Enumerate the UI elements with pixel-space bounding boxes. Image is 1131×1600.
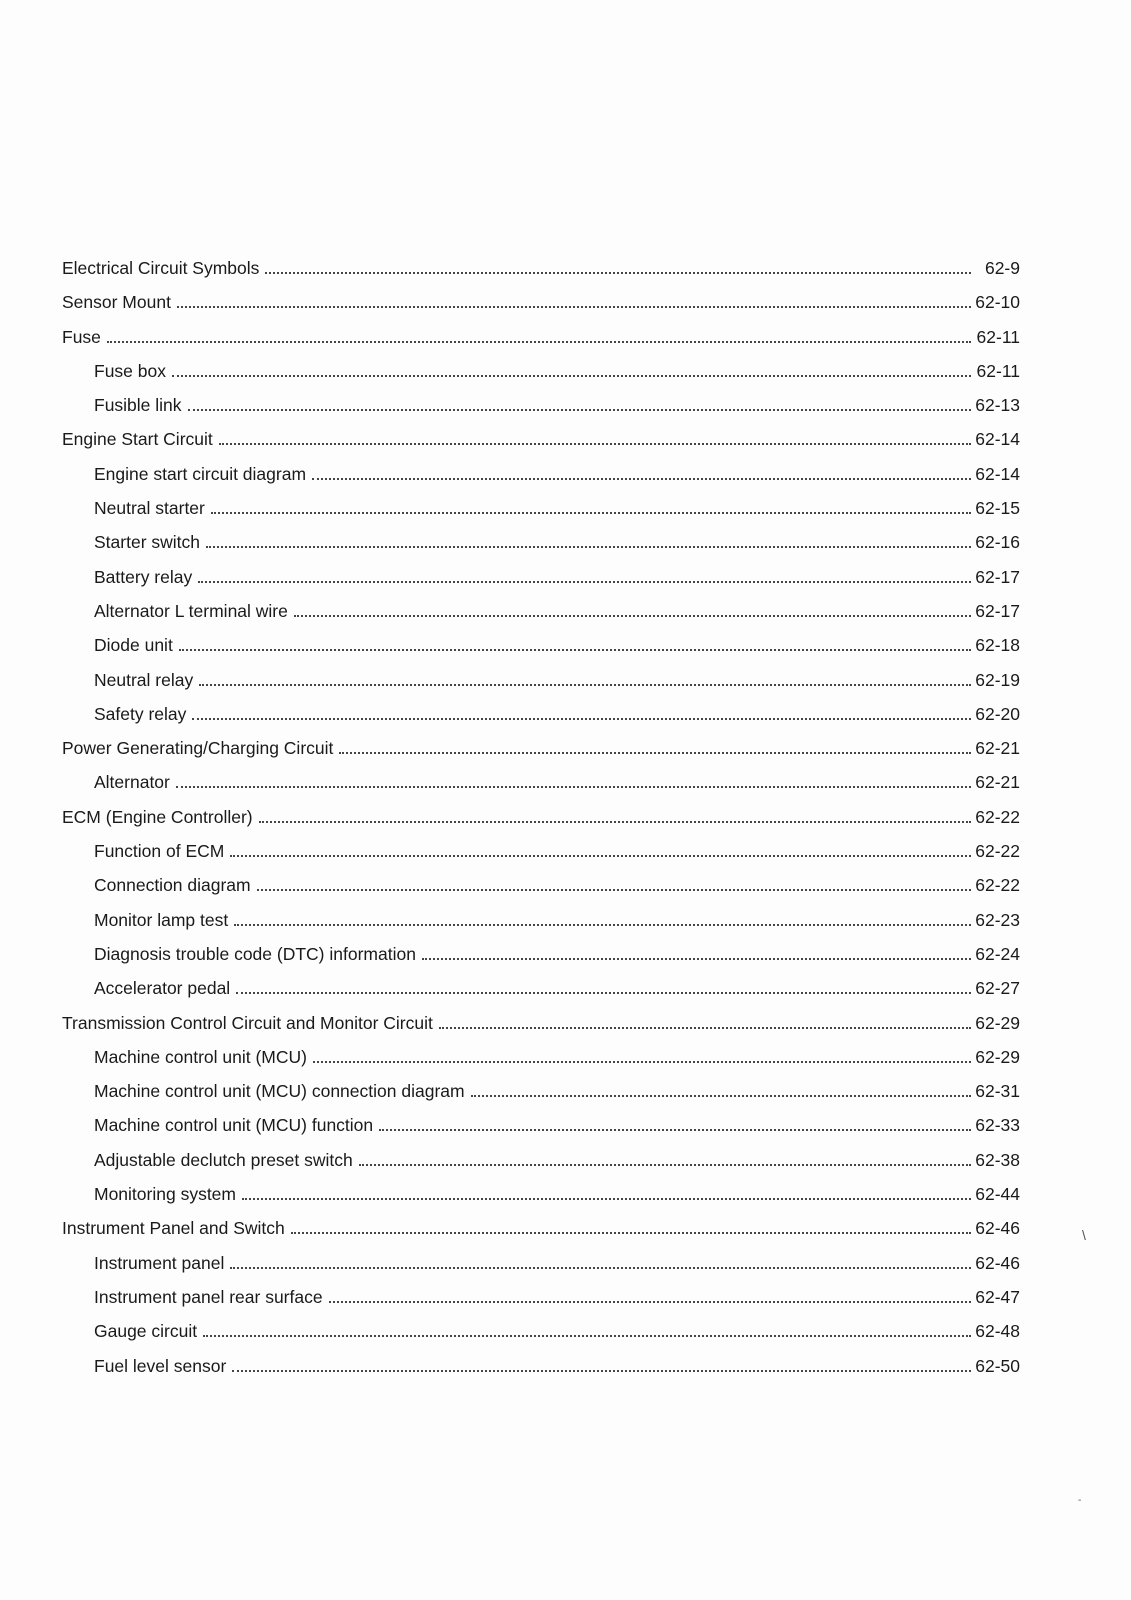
toc-entry-title: Diode unit — [94, 635, 173, 656]
toc-entry-page-number: 62-29 — [975, 1046, 1020, 1067]
toc-entry-page-number: 62-19 — [975, 669, 1020, 690]
toc-entry — [62, 1006, 1020, 1040]
toc-entry-title: Function of ECM — [94, 841, 225, 862]
toc-entry — [62, 628, 1020, 662]
toc-entry-page-number: 62-9 — [984, 258, 1020, 278]
toc-entry-title: Fuse box — [94, 360, 166, 381]
dot-leader — [188, 408, 971, 411]
toc-entry-page-number: 62-48 — [975, 1321, 1020, 1342]
dot-leader — [107, 340, 971, 343]
scan-speck: \ — [1082, 1227, 1086, 1243]
toc-entry-page-number: 62-14 — [975, 429, 1020, 450]
dot-leader — [176, 785, 971, 788]
toc-entry — [62, 937, 1020, 971]
toc-entry-title: Machine control unit (MCU) — [94, 1046, 307, 1067]
toc-entry-title: Battery relay — [94, 566, 193, 587]
dot-leader — [339, 751, 971, 754]
toc-entry-title: Instrument panel rear surface — [94, 1286, 323, 1307]
dot-leader — [257, 888, 971, 891]
dot-leader — [230, 854, 971, 857]
toc-entry — [62, 594, 1020, 628]
toc-entry — [62, 422, 1020, 456]
toc-entry — [62, 834, 1020, 868]
toc-entry — [62, 491, 1020, 525]
dot-leader — [359, 1163, 971, 1166]
dot-leader — [294, 614, 971, 617]
toc-entry-title: Monitoring system — [94, 1184, 236, 1205]
toc-entry-title: Adjustable declutch preset switch — [94, 1149, 353, 1170]
toc-entry — [62, 765, 1020, 799]
toc-entry-page-number: 62-23 — [975, 909, 1020, 930]
dot-leader — [439, 1026, 971, 1029]
toc-entry-page-number: 62-50 — [975, 1355, 1020, 1376]
dot-leader — [199, 683, 971, 686]
toc-entry-title: Fusible link — [94, 395, 182, 416]
toc-entry-title: Fuse — [62, 326, 101, 347]
dot-leader — [219, 442, 971, 445]
toc-entry — [62, 663, 1020, 697]
dot-leader — [172, 374, 971, 377]
toc-entry-title: Safety relay — [94, 703, 187, 724]
toc-entry-page-number: 62-24 — [975, 943, 1020, 964]
toc-entry — [62, 320, 1020, 354]
dot-leader — [265, 271, 971, 274]
toc-entry-title: Diagnosis trouble code (DTC) information — [94, 943, 416, 964]
toc-entry-page-number: 62-38 — [975, 1149, 1020, 1170]
toc-entry-title: Electrical Circuit Symbols — [62, 258, 260, 278]
dot-leader — [177, 305, 971, 308]
toc-entry-title: Engine Start Circuit — [62, 429, 213, 450]
toc-entry-page-number: 62-15 — [975, 498, 1020, 519]
dot-leader — [422, 957, 971, 960]
toc-entry-page-number: 62-16 — [975, 532, 1020, 553]
scan-speck: - — [1078, 1495, 1082, 1506]
dot-leader — [198, 580, 971, 583]
toc-entry-page-number: 62-21 — [975, 772, 1020, 793]
toc-entry-title: Fuel level sensor — [94, 1355, 227, 1376]
toc-entry — [62, 1177, 1020, 1211]
toc-entry-title: Neutral starter — [94, 498, 205, 519]
toc-entry — [62, 1143, 1020, 1177]
dot-leader — [230, 1266, 971, 1269]
dot-leader — [312, 477, 971, 480]
toc-entry — [62, 868, 1020, 902]
toc-entry — [62, 1211, 1020, 1245]
toc-entry-page-number: 62-29 — [975, 1012, 1020, 1033]
toc-entry — [62, 388, 1020, 422]
toc-entry — [62, 697, 1020, 731]
toc-entry — [62, 903, 1020, 937]
toc-entry-page-number: 62-18 — [975, 635, 1020, 656]
dot-leader — [179, 648, 971, 651]
toc-entry — [62, 285, 1020, 319]
toc-entry-title: Power Generating/Charging Circuit — [62, 738, 334, 759]
toc-entry-page-number: 62-13 — [975, 395, 1020, 416]
toc-entry-title: Alternator L terminal wire — [94, 600, 288, 621]
toc-entry — [62, 560, 1020, 594]
dot-leader — [232, 1369, 971, 1372]
toc-entry-title: Accelerator pedal — [94, 978, 231, 999]
toc-entry-page-number: 62-44 — [975, 1184, 1020, 1205]
toc-entry — [62, 1246, 1020, 1280]
dot-leader — [211, 511, 971, 514]
dot-leader — [203, 1334, 971, 1337]
toc-entry — [62, 1349, 1020, 1383]
toc-entry-page-number: 62-31 — [975, 1081, 1020, 1102]
toc-entry — [62, 800, 1020, 834]
toc-entry-title: Gauge circuit — [94, 1321, 198, 1342]
dot-leader — [313, 1060, 971, 1063]
toc-entry — [62, 731, 1020, 765]
dot-leader — [236, 991, 971, 994]
toc-entry-page-number: 62-17 — [975, 600, 1020, 621]
dot-leader — [242, 1197, 971, 1200]
dot-leader — [329, 1300, 971, 1303]
toc-entry — [62, 354, 1020, 388]
toc-entry-page-number: 62-20 — [975, 703, 1020, 724]
toc-entry-title: Machine control unit (MCU) function — [94, 1115, 374, 1136]
toc-entry-page-number: 62-46 — [975, 1252, 1020, 1273]
toc-entry — [62, 1108, 1020, 1142]
toc-entry-page-number: 62-11 — [976, 360, 1020, 381]
toc-entry-page-number: 62-14 — [975, 463, 1020, 484]
toc-entry-title: Alternator — [94, 772, 170, 793]
toc-entry-title: Engine start circuit diagram — [94, 463, 307, 484]
toc-entry-title: Monitor lamp test — [94, 909, 229, 930]
toc-entry — [62, 1074, 1020, 1108]
toc-entry-title: Transmission Control Circuit and Monitor Circuit — [62, 1012, 433, 1033]
toc-entry-title: Machine control unit (MCU) connection diagram — [94, 1081, 465, 1102]
dot-leader — [234, 923, 971, 926]
toc-entry-title: ECM (Engine Controller) — [62, 806, 253, 827]
dot-leader — [471, 1094, 971, 1097]
toc-entry-title: Sensor Mount — [62, 292, 171, 313]
toc-entry-page-number: 62-17 — [975, 566, 1020, 587]
toc-entry-title: Connection diagram — [94, 875, 251, 896]
dot-leader — [259, 820, 971, 823]
table-of-contents — [62, 251, 1020, 1383]
toc-entry — [62, 457, 1020, 491]
toc-entry — [62, 525, 1020, 559]
toc-entry-page-number: 62-33 — [975, 1115, 1020, 1136]
toc-entry-page-number: 62-27 — [975, 978, 1020, 999]
toc-entry-title: Instrument Panel and Switch — [62, 1218, 285, 1239]
dot-leader — [206, 545, 971, 548]
toc-entry-title: Neutral relay — [94, 669, 194, 690]
dot-leader — [379, 1128, 971, 1131]
toc-entry-page-number: 62-10 — [975, 292, 1020, 313]
dot-leader — [192, 717, 971, 720]
toc-entry-page-number: 62-11 — [976, 326, 1020, 347]
toc-entry — [62, 1280, 1020, 1314]
toc-entry-page-number: 62-21 — [975, 738, 1020, 759]
toc-entry — [62, 1040, 1020, 1074]
toc-entry-title: Instrument panel — [94, 1252, 225, 1273]
toc-entry-page-number: 62-46 — [975, 1218, 1020, 1239]
toc-entry-page-number: 62-22 — [975, 806, 1020, 827]
toc-entry-page-number: 62-22 — [975, 875, 1020, 896]
dot-leader — [291, 1231, 971, 1234]
toc-entry — [62, 251, 1020, 285]
toc-entry — [62, 1314, 1020, 1348]
toc-entry — [62, 971, 1020, 1005]
toc-entry-page-number: 62-47 — [975, 1286, 1020, 1307]
toc-entry-page-number: 62-22 — [975, 841, 1020, 862]
toc-entry-title: Starter switch — [94, 532, 200, 553]
